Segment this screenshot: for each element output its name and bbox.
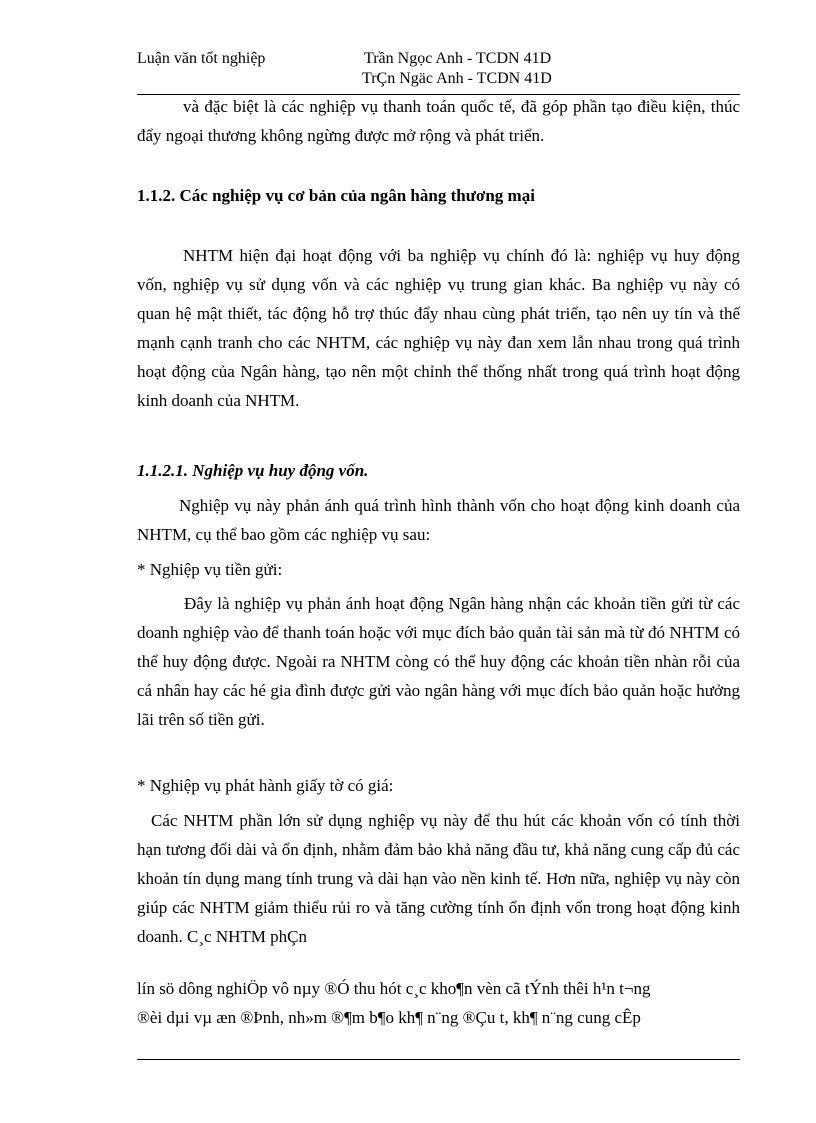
garbled-line-1: lín sö dông nghiÖp vô nµy ®Ó thu hót c¸c kho¶n vèn cã tÝnh thêi h¹n t¬ng	[137, 979, 651, 998]
paragraph-deposits: Đây là nghiệp vụ phản ánh hoạt động Ngân hàng nhận các khoản tiền gửi từ các doanh nghiệp vào để thanh toán hoặc với mục đích bảo quản tài sản mà từ đó NHTM có thể huy động được. Ngoài ra NHTM còng có thể huy động các khoản tiền nhàn rỗi của cá nhân hay các hé gia đình được gửi vào ngân hàng với mục đích bảo quản hoặc hưởng lãi trên số tiền gửi.	[137, 594, 740, 729]
bullet-deposit-operations: * Nghiệp vụ tiền gửi:	[137, 560, 283, 579]
paragraph-capital-mobilization: Nghiệp vụ này phản ánh quá trình hình thành vốn cho hoạt động kinh doanh của NHTM, cụ thể bao gồm các nghiệp vụ sau:	[137, 496, 740, 544]
header-author: Trần Ngọc Anh - TCDN 41D	[364, 50, 552, 67]
header-thesis-label: Luận văn tốt nghiệp	[137, 50, 266, 67]
paragraph-intro: và đặc biệt là các nghiệp vụ thanh toán quốc tế, đã góp phần tạo điều kiện, thúc đẩy ngoại thương không ngừng được mở rộng và phát triển.	[137, 97, 740, 145]
paragraph-nhtm-operations: NHTM hiện đại hoạt động với ba nghiệp vụ chính đó là: nghiệp vụ huy động vốn, nghiệp vụ sử dụng vốn và các nghiệp vụ trung gian khác. Ba nghiệp vụ này có quan hệ mật thiết, tác động hỗ trợ thúc đẩy nhau cùng phát triển, tạo nên uy tín và thế mạnh cạnh tranh cho các NHTM, các nghiệp vụ này đan xem lẫn nhau trong quá trình hoạt động của Ngân hàng, tạo nên một chỉnh thể thống nhất trong quá trình hoạt động kinh doanh của NHTM.	[137, 246, 740, 410]
paragraph-valuable-papers: Các NHTM phần lớn sử dụng nghiệp vụ này để thu hút các khoản vốn có tính thời hạn tương đối dài và ổn định, nhằm đảm bảo khả năng đầu tư, khả năng cung cấp đủ các khoản tín dụng mang tính trung và dài hạn vào nền kinh tế. Hơn nữa, nghiệp vụ này còn giúp các NHTM giảm thiểu rủi ro và tăng cường tính ổn định vốn trong hoạt động kinh doanh. C¸c NHTM phÇn	[137, 811, 740, 946]
page-header	[137, 50, 740, 96]
bullet-valuable-papers: * Nghiệp vụ phát hành giấy tờ có giá:	[137, 776, 394, 795]
section-heading-1-1-2-1: 1.1.2.1. Nghiệp vụ huy động vốn.	[137, 461, 369, 480]
header-author-garbled: TrÇn Ngäc Anh - TCDN 41D	[362, 70, 552, 87]
footer-rule	[137, 1059, 740, 1060]
section-heading-1-1-2: 1.1.2. Các nghiệp vụ cơ bản của ngân hàng thương mại	[137, 186, 535, 205]
garbled-line-2: ®èi dµi vµ æn ®Þnh, nh»m ®¶m b¶o kh¶ n¨ng ®Çu t, kh¶ n¨ng cung cÊp	[137, 1008, 641, 1027]
